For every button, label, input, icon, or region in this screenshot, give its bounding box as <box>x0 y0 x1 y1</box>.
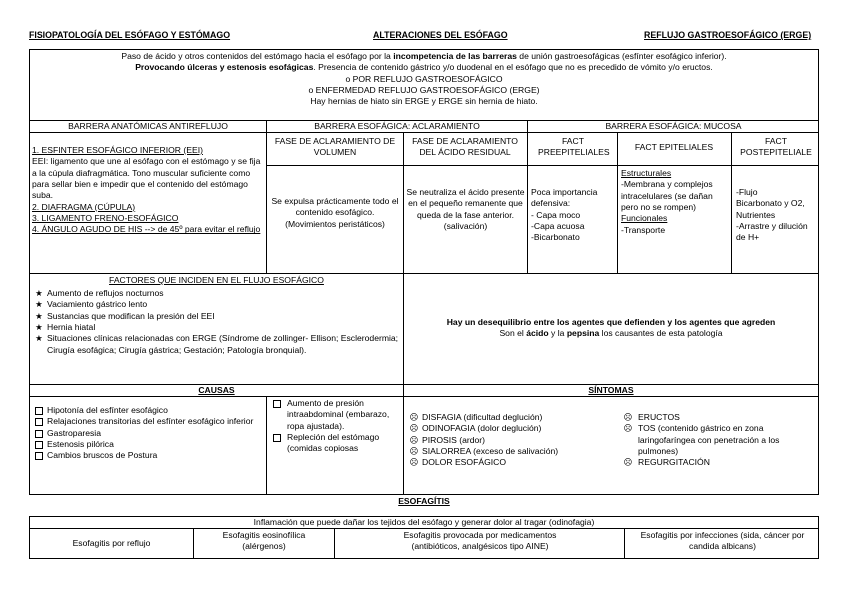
fact-pre-header: FACT PREEPITELIALES <box>538 136 610 158</box>
esofagitis-eosinofilica: Esofagitis eosinofílica (alérgenos) <box>222 530 306 552</box>
intro-line-5: Hay hernias de hiato sin ERGE y ERGE sin hernia de hiato. <box>310 96 538 107</box>
esofagitis-definition: Inflamación que puede dañar los tejidos del esófago y generar dolor al tragar (odinofagia) <box>253 517 595 527</box>
frown-bullet-icon: ☹ <box>409 412 419 422</box>
anatomic-barriers-list <box>32 145 264 236</box>
fact-post-line: Bicarbonato y O2, Nutrientes <box>736 198 805 220</box>
intro-line-3: o POR REFLUJO GASTROESOFÁGICO <box>345 73 503 84</box>
esofagitis-medicamentos: Esofagitis provocada por medicamentos (antibióticos, analgésicos tipo AINE) <box>403 530 557 552</box>
sintomas-title: SÍNTOMAS <box>588 385 634 395</box>
fact-post-line: -Arrastre y dilución de H+ <box>736 221 808 243</box>
sintomas-list-1 <box>408 412 613 469</box>
esofagitis-title: ESOFAGÍTIS <box>398 496 450 506</box>
sintoma-item: ☹ REGURGITACIÓN <box>623 457 710 468</box>
factor-item: ★ Vaciamiento gástrico lento <box>33 299 401 310</box>
sintoma-item: ☹ ERUCTOS <box>623 412 680 422</box>
sintomas-list-2 <box>622 412 816 469</box>
frown-bullet-icon: ☹ <box>409 423 419 434</box>
fact-epi-f1: -Transporte <box>621 224 666 235</box>
sintoma-item: ☹ SIALORREA (exceso de salivación) <box>409 446 559 457</box>
fact-epi-estructurales: Estructurales <box>621 168 672 178</box>
factores-title: FACTORES QUE INCIDEN EN EL FLUJO ESOFÁGICO <box>109 275 324 285</box>
factor-item: ★ Sustancias que modifican la presión del EEI <box>33 311 401 322</box>
fact-pre-line: -Capa acuosa <box>531 221 585 232</box>
frown-bullet-icon: ☹ <box>623 412 633 422</box>
causa-item: Gastroparesia <box>33 428 265 439</box>
fact-epi-list <box>621 168 729 236</box>
fact-post-header: FACT POSTEPITELIALE <box>740 136 812 158</box>
causa-item: Estenosis pilórica <box>33 439 265 450</box>
fact-epi-e1: -Membrana y complejos intracelulares (se dañan pero no se rompen) <box>621 179 713 213</box>
checkbox-bullet-icon <box>35 418 43 426</box>
fact-post-list <box>736 187 818 244</box>
sintoma-item: ☹ DOLOR ESOFÁGICO <box>409 457 507 468</box>
causas-title: CAUSAS <box>198 385 235 395</box>
anat-item-2: 2. DIAFRAGMA (CÚPULA) <box>32 201 136 212</box>
fase-acido-header: FASE DE ACLARAMIENTO DEL ÁCIDO RESIDUAL <box>412 136 518 158</box>
desequilibrio-text <box>406 317 816 340</box>
fase-acido-text: Se neutraliza el ácido presente en el pequeño remanente que queda de la fase anterior. (salivación) <box>406 187 525 232</box>
sintoma-item: ☹ TOS (contenido gástrico en zona laringofaríngea con penetración a los pulmones) <box>623 423 780 457</box>
checkbox-bullet-icon <box>35 452 43 460</box>
barrier-mucosa-header: BARRERA ESOFÁGICA: MUCOSA <box>605 121 742 131</box>
esofagitis-infecciones: Esofagitis por infecciones (sida, cáncer por candida albicans) <box>640 530 805 552</box>
checkbox-bullet-icon <box>35 441 43 449</box>
causas-list-1 <box>33 405 265 462</box>
frown-bullet-icon: ☹ <box>623 457 633 468</box>
fact-pre-list <box>531 187 617 244</box>
star-bullet-icon: ★ <box>35 333 43 344</box>
causa-item: Cambios bruscos de Postura <box>33 450 265 461</box>
star-bullet-icon: ★ <box>35 299 43 310</box>
factor-item: ★ Situaciones clínicas relacionadas con ERGE (Síndrome de zollinger- Ellison; Esclerodermia; Cirugía esofágica; Cirugía gástrica; Gestación; Patología bronquial). <box>33 333 401 356</box>
factores-list <box>33 288 401 356</box>
fase-volumen-header: FASE DE ACLARAMIENTO DE VOLUMEN <box>274 136 396 158</box>
fase-volumen-text: Se expulsa prácticamente todo el contenido esofágico. (Movimientos peristáticos) <box>271 196 399 229</box>
checkbox-bullet-icon <box>35 407 43 415</box>
anat-item-1: 1. ESFINTER ESOFÁGICO INFERIOR (EEI) <box>32 145 203 155</box>
intro-line-1: Paso de ácido y otros contenidos del estómago hacia el esófago por la incompetencia de las barreras de unión gastroesofágicas (esfínter esofágico inferior). <box>121 51 727 61</box>
intro-block <box>30 51 818 108</box>
causa-item: Hipotonía del esfínter esofágico <box>33 405 265 416</box>
intro-line-2: Provocando úlceras y estenosis esofágicas. Presencia de contenido gástrico y/o duodenal en el esófago que no es precedido de vómito y/o eructos. <box>135 62 713 73</box>
fact-pre-line: -Bicarbonato <box>531 232 580 243</box>
checkbox-bullet-icon <box>273 434 281 442</box>
esofagitis-reflujo: Esofagitis por reflujo <box>72 538 151 548</box>
anat-desc-1: EEI: ligamento que une al esófago con el estómago y se fija a la cúpula diafragmática. Tono muscular suficiente como para sellar bien e impedir que el contenido del estómago suba. <box>32 156 261 201</box>
frown-bullet-icon: ☹ <box>409 434 419 445</box>
doc-title-center: ALTERACIONES DEL ESÓFAGO <box>373 30 508 40</box>
fact-epi-funcionales: Funcionales <box>621 213 668 224</box>
frown-bullet-icon: ☹ <box>623 423 633 434</box>
desequilibrio-line-1: Hay un desequilibrio entre los agentes que defienden y los agentes que agreden <box>446 317 776 327</box>
sintoma-item: ☹ DISFAGIA (dificultad deglución) <box>409 412 543 422</box>
factor-item: ★ Aumento de reflujos nocturnos <box>33 288 401 299</box>
factor-item: ★ Hernia hiatal <box>33 322 401 333</box>
causa-item: Relajaciones transitorias del esfínter esofágico inferior <box>33 416 265 427</box>
sintoma-item: ☹ ODINOFAGIA (dolor deglución) <box>409 423 542 434</box>
anat-item-4: 4. ÁNGULO AGUDO DE HIS --> de 45º para evitar el reflujo <box>32 224 261 235</box>
checkbox-bullet-icon <box>273 400 281 408</box>
doc-title-left: FISIOPATOLOGÍA DEL ESÓFAGO Y ESTÓMAGO <box>29 30 231 40</box>
desequilibrio-line-2: Son el ácido y la pepsina los causantes de esta patología <box>499 328 723 339</box>
fact-pre-line: - Capa moco <box>531 209 581 220</box>
doc-title-right: REFLUJO GASTROESOFÁGICO (ERGE) <box>644 30 812 40</box>
star-bullet-icon: ★ <box>35 288 43 298</box>
anat-item-3: 3. LIGAMENTO FRENO-ESOFÁGICO <box>32 213 179 224</box>
fact-epi-header: FACT EPITELIALES <box>634 142 714 152</box>
star-bullet-icon: ★ <box>35 322 43 333</box>
fact-post-line: -Flujo <box>736 187 758 197</box>
star-bullet-icon: ★ <box>35 310 43 321</box>
barrier-aclaramiento-header: BARRERA ESOFÁGICA: ACLARAMIENTO <box>314 121 480 131</box>
causa-item: Aumento de presión intraabdominal (embarazo, ropa ajustada). <box>271 398 401 432</box>
barrier-anatomic-header: BARRERA ANATÓMICAS ANTIREFLUJO <box>68 121 228 131</box>
fact-pre-line: Poca importancia defensiva: <box>531 187 598 209</box>
frown-bullet-icon: ☹ <box>409 457 419 468</box>
sintoma-item: ☹ PIROSIS (ardor) <box>409 434 486 445</box>
causas-list-2 <box>271 398 401 455</box>
intro-line-4: o ENFERMEDAD REFLUJO GASTROESOFÁGICO (ERGE) <box>308 85 540 96</box>
frown-bullet-icon: ☹ <box>409 446 419 457</box>
checkbox-bullet-icon <box>35 430 43 438</box>
causa-item: Repleción del estómago (comidas copiosas <box>271 432 401 455</box>
